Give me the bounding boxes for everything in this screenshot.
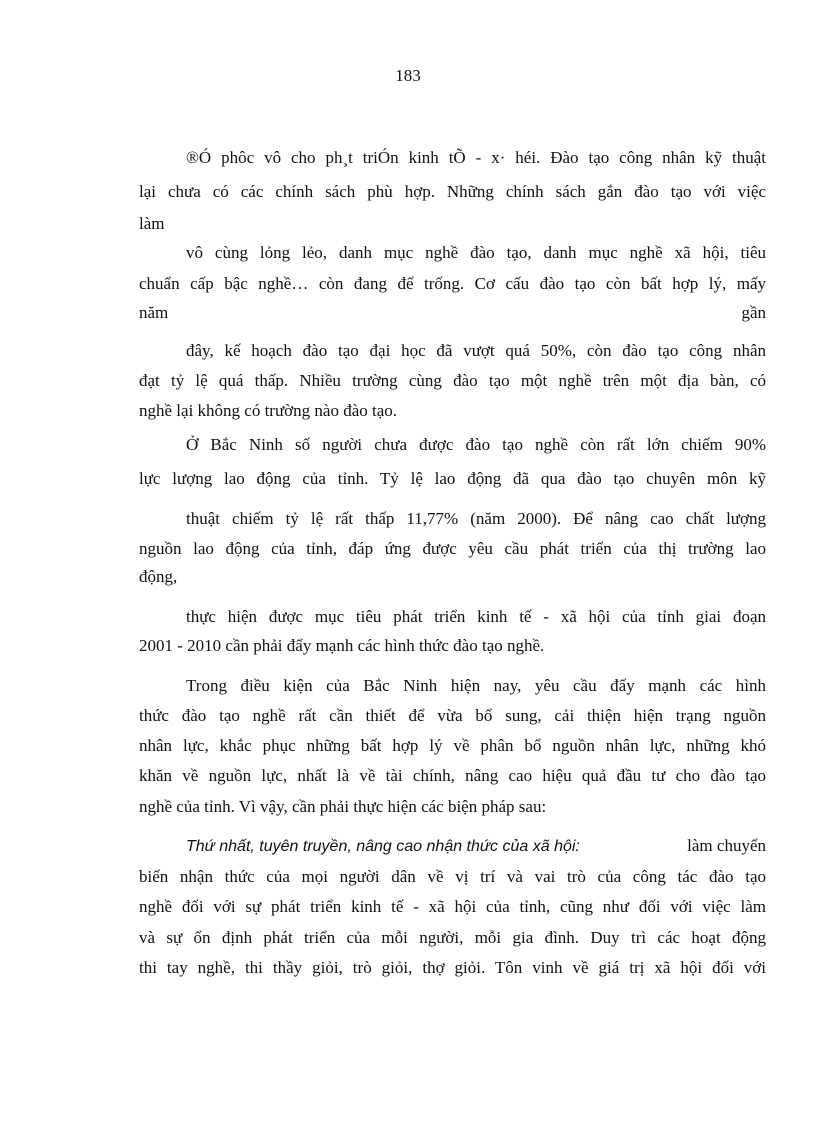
text-line-22: làm chuyển [687,836,766,855]
text-line-25: và sự ổn định phát triển của mỗi người, mỗi gia đình. Duy trì các hoạt động [139,928,766,947]
text-line-20: khăn về nguồn lực, nhất là về tài chính, nâng cao hiệu quả đầu tư cho đào tạo [139,766,766,785]
text-line-6: năm [139,303,169,322]
text-line-6-right: gần [741,303,766,322]
text-line-16: 2001 - 2010 cần phải đẩy mạnh các hình thức đào tạo nghề. [139,636,545,655]
italic-lead-text: Thứ nhất, tuyên truyền, nâng cao nhận thức của xã hội: [186,838,580,855]
text-line-7: đây, kế hoạch đào tạo đại học đã vượt quá 50%, còn đào tạo công nhân [186,341,766,360]
text-line-15: thực hiện được mục tiêu phát triển kinh tế - xã hội của tỉnh giai đoạn [186,607,766,626]
text-line-26: thi tay nghề, thi thầy giỏi, trò giỏi, thợ giỏi. Tôn vinh về giá trị xã hội đối với [139,958,766,977]
text-line-14: động, [139,567,178,586]
page-number: 183 [395,66,421,85]
text-line-12: thuật chiếm tỷ lệ rất thấp 11,77% (năm 2000). Để nâng cao chất lượng [186,509,766,528]
italic-lead [186,835,606,858]
text-line-13: nguồn lao động của tỉnh, đáp ứng được yêu cầu phát triển của thị trường lao [139,539,766,558]
text-line-23: biến nhận thức của mọi người dân về vị trí và vai trò của công tác đào tạo [139,867,766,886]
text-line-2: lại chưa có các chính sách phù hợp. Những chính sách gắn đào tạo với việc [139,182,766,201]
text-line-8: đạt tỷ lệ quá thấp. Nhiều trường cùng đào tạo một nghề trên một địa bàn, có [139,371,766,390]
text-line-19: nhân lực, khắc phục những bất hợp lý về phân bổ nguồn nhân lực, những khó [139,736,766,755]
text-line-18: thức đào tạo nghề rất cần thiết để vừa bổ sung, cải thiện hiện trạng nguồn [139,706,766,725]
text-line-5: chuẩn cấp bậc nghề… còn đang để trống. Cơ cấu đào tạo còn bất hợp lý, mấy [139,274,766,293]
text-line-3: làm [139,214,165,233]
text-line-9: nghề lại không có trường nào đào tạo. [139,401,398,420]
text-line-4: vô cùng lỏng lẻo, danh mục nghề đào tạo, danh mục nghề xã hội, tiêu [186,243,766,262]
text-line-1: ®Ó phôc vô cho ph¸t triÓn kinh tÕ - x· héi. Đào tạo công nhân kỹ thuật [186,148,766,167]
text-line-24: nghề đối với sự phát triển kinh tế - xã hội của tỉnh, cũng như đối với việc làm [139,897,766,916]
text-line-17: Trong điều kiện của Bắc Ninh hiện nay, yêu cầu đẩy mạnh các hình [186,676,766,695]
text-line-11: lực lượng lao động của tỉnh. Tỷ lệ lao động đã qua đào tạo chuyên môn kỹ [139,469,766,488]
text-line-10: Ở Bắc Ninh số người chưa được đào tạo nghề còn rất lớn chiếm 90% [186,435,766,454]
text-line-21: nghề của tỉnh. Vì vậy, cần phải thực hiện các biện pháp sau: [139,797,547,816]
